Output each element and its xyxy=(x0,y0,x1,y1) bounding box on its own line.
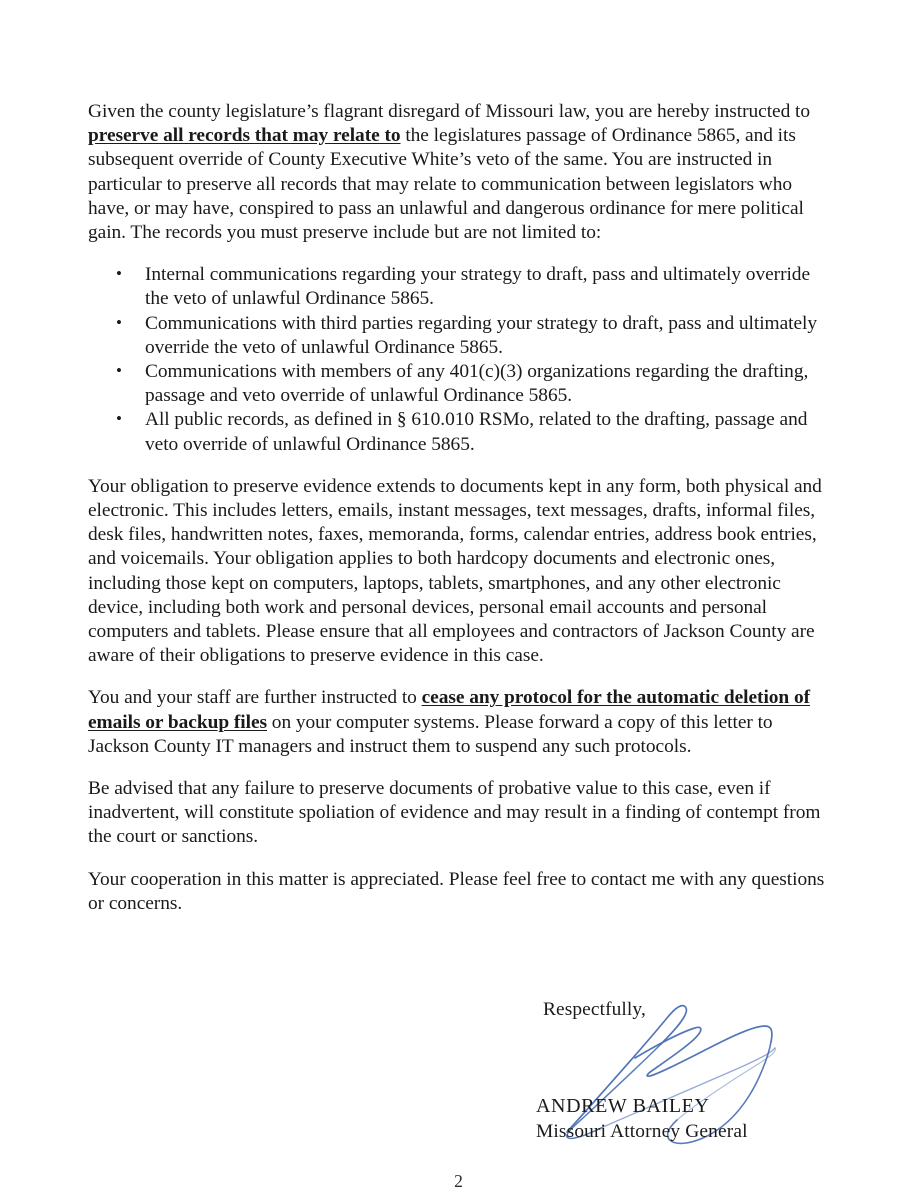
list-item xyxy=(88,408,834,456)
list-item xyxy=(88,312,834,360)
emphasis-preserve-records: preserve all records that may relate to xyxy=(88,125,401,147)
paragraph-opening xyxy=(88,100,834,245)
paragraph-auto-deletion xyxy=(88,686,834,759)
signer-identity xyxy=(536,1094,748,1144)
list-item-text: Communications with third parties regarding your strategy to draft, pass and ultimately override the veto of unlawful Ordinance 5865. xyxy=(145,312,818,358)
signer-name: ANDREW BAILEY xyxy=(536,1095,710,1117)
list-item xyxy=(88,360,834,408)
page-number: 2 xyxy=(454,1171,463,1191)
paragraph-auto-deletion-text-before: You and your staff are further instructed to xyxy=(88,687,422,709)
paragraph-auto-deletion-text-after: on your computer systems. Please forward a copy of this letter to Jackson County IT managers and instruct them to suspend any such protocols. xyxy=(88,711,773,757)
list-item xyxy=(88,263,834,311)
paragraph-opening-text-after: the legislatures passage of Ordinance 5865, and its subsequent override of County Executive White’s veto of the same. You are instructed in particular to preserve all records that may relate to communication between legislators who have, or may have, conspired to pass an unlawful and dangerous ordinance for mere political gain. The records you must preserve include but are not limited to: xyxy=(88,125,804,244)
list-item-text: All public records, as defined in § 610.010 RSMo, related to the drafting, passage and veto override of unlawful Ordinance 5865. xyxy=(145,409,808,455)
signer-title: Missouri Attorney General xyxy=(536,1121,748,1142)
bullet-icon: • xyxy=(116,264,122,284)
bullet-icon: • xyxy=(116,361,122,381)
bullet-icon: • xyxy=(116,312,122,332)
signature-block xyxy=(536,998,883,1142)
bullet-icon: • xyxy=(116,409,122,429)
paragraph-closing-cooperation: Your cooperation in this matter is appreciated. Please feel free to contact me with any questions or concerns. xyxy=(88,868,825,914)
closing-salutation: Respectfully, xyxy=(543,999,646,1020)
emphasis-cease-deletion: cease any protocol for the automatic deletion of emails or backup files xyxy=(88,687,811,733)
list-item-text: Internal communications regarding your strategy to draft, pass and ultimately override the veto of unlawful Ordinance 5865. xyxy=(145,264,811,310)
list-item-text: Communications with members of any 401(c)(3) organizations regarding the drafting, passage and veto override of unlawful Ordinance 5865. xyxy=(145,361,809,407)
document-body xyxy=(88,100,834,916)
records-list xyxy=(88,263,834,457)
paragraph-preservation-scope: Your obligation to preserve evidence extends to documents kept in any form, both physical and electronic. This includes letters, emails, instant messages, text messages, drafts, informal files, desk files, handwritten notes, faxes, memoranda, forms, calendar entries, address book entries, and voicemails. Your obligation applies to both hardcopy documents and electronic ones, including those kept on computers, laptops, tablets, smartphones, and any other electronic device, including both work and personal devices, personal email accounts and personal computers and tablets. Please ensure that all employees and contractors of Jackson County are aware of their obligations to preserve evidence in this case. xyxy=(88,475,822,667)
paragraph-spoliation-warning: Be advised that any failure to preserve documents of probative value to this case, even if inadvertent, will constitute spoliation of evidence and may result in a finding of contempt from the court or sanctions. xyxy=(88,778,821,848)
paragraph-opening-text-before: Given the county legislature’s flagrant disregard of Missouri law, you are hereby instructed to xyxy=(88,101,811,122)
